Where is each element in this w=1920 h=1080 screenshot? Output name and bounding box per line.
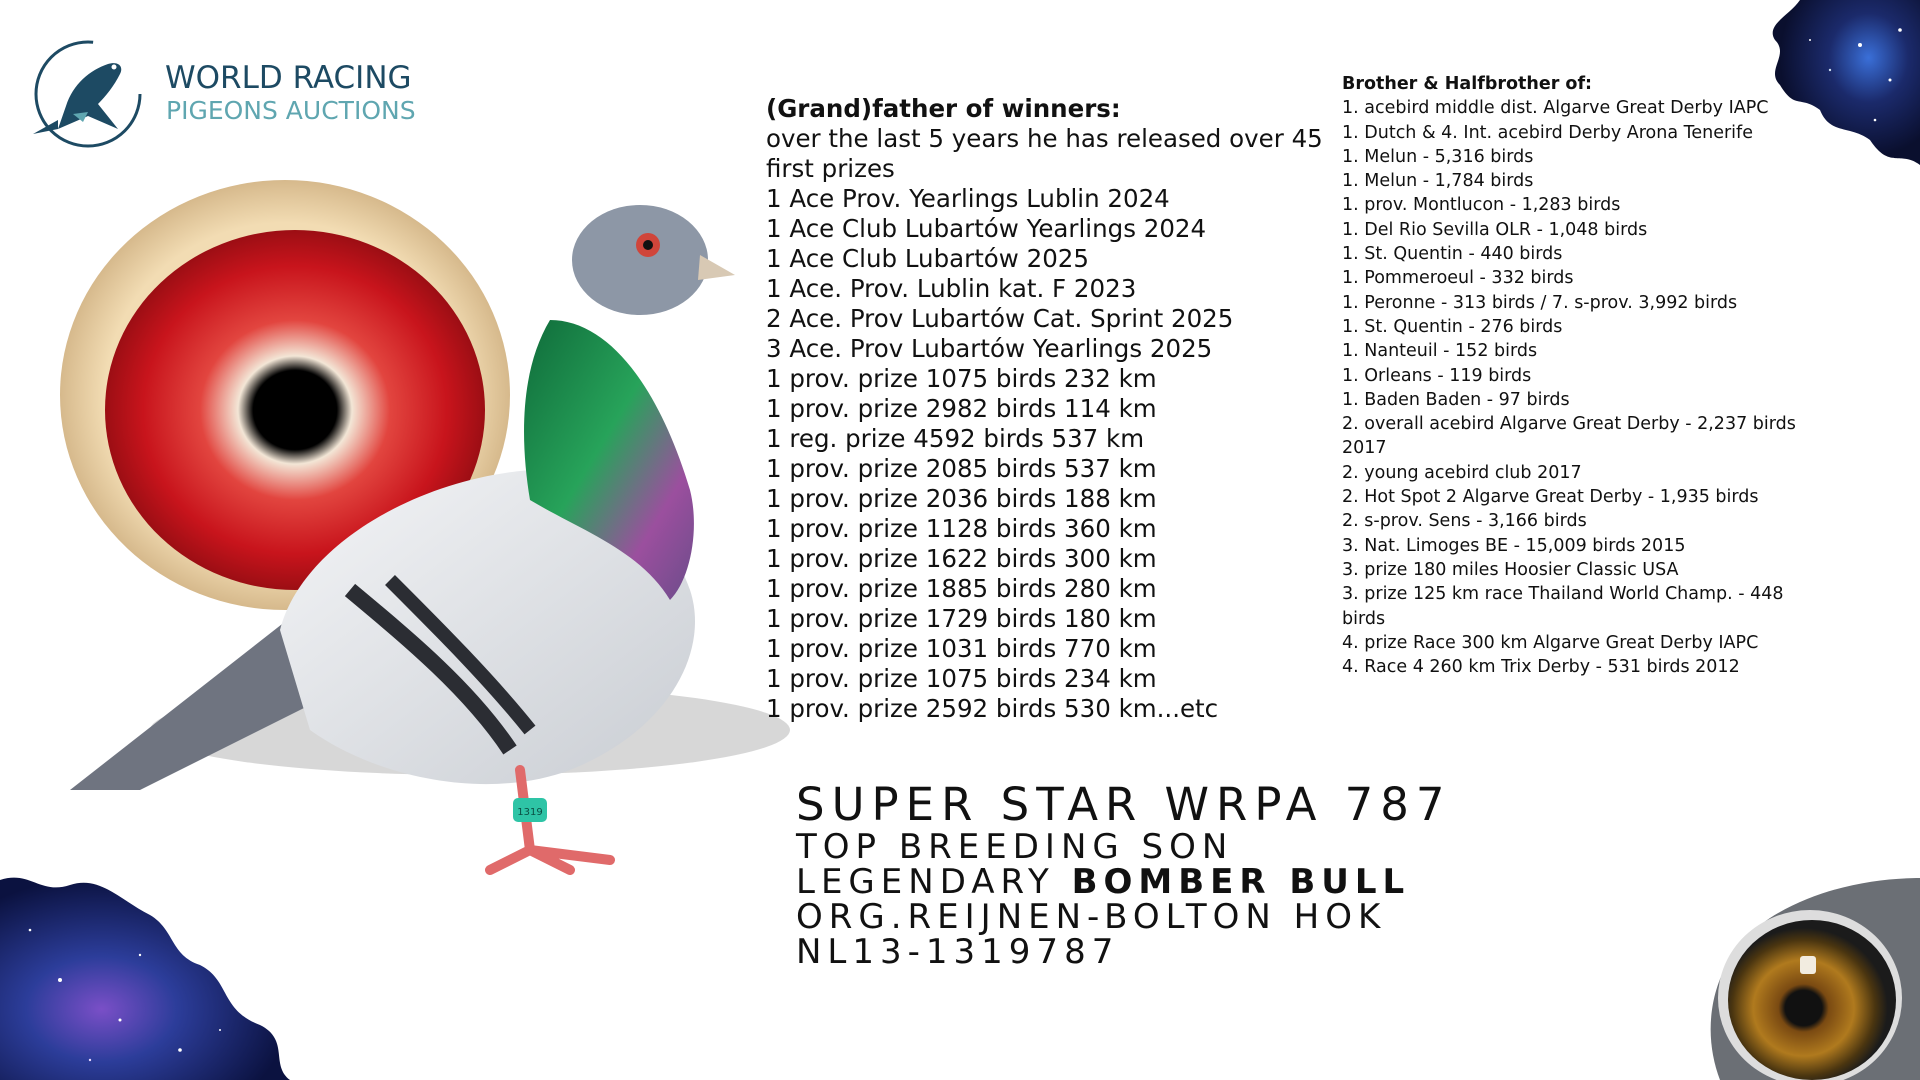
title-line-2: TOP BREEDING SON — [796, 827, 1234, 867]
title-block — [796, 780, 1452, 970]
list-item: 2. overall acebird Algarve Great Derby - 2,237 birds 2017 — [1342, 414, 1796, 459]
list-item: 1. St. Quentin - 276 birds — [1342, 316, 1563, 337]
brother-heading: Brother & Halfbrother of: — [1342, 74, 1593, 94]
winners-section — [766, 94, 1341, 724]
list-item: 1. acebird middle dist. Algarve Great Derby IAPC — [1342, 98, 1769, 119]
list-item: 1. prov. Montlucon - 1,283 birds — [1342, 195, 1621, 216]
logo-title: WORLD RACING — [165, 60, 412, 96]
list-item: 2. young acebird club 2017 — [1342, 462, 1582, 483]
list-item: 1 prov. prize 2982 birds 114 km — [766, 394, 1157, 423]
list-item: 1 reg. prize 4592 birds 537 km — [766, 424, 1145, 453]
list-item: 2. Hot Spot 2 Algarve Great Derby - 1,935 birds — [1342, 487, 1759, 508]
pigeon-eye-closeup — [1700, 878, 1920, 1080]
title-line-3-prefix: LEGENDARY — [796, 862, 1072, 902]
brother-list — [1342, 96, 1812, 679]
list-item: 4. Race 4 260 km Trix Derby - 531 birds 2012 — [1342, 657, 1740, 678]
title-line-3-bold: BOMBER BULL — [1071, 862, 1411, 902]
list-item: 1. St. Quentin - 440 birds — [1342, 244, 1563, 265]
winners-list — [766, 184, 1341, 724]
list-item: 1. Pommeroeul - 332 birds — [1342, 268, 1574, 289]
list-item: 1 Ace. Prov. Lublin kat. F 2023 — [766, 274, 1137, 303]
list-item: 1. Melun - 1,784 birds — [1342, 171, 1534, 192]
brother-section — [1342, 72, 1812, 679]
list-item: 1. Orleans - 119 birds — [1342, 365, 1532, 386]
list-item: 1 Ace Prov. Yearlings Lublin 2024 — [766, 184, 1170, 213]
list-item: 3 Ace. Prov Lubartów Yearlings 2025 — [766, 334, 1213, 363]
winners-intro: over the last 5 years he has released over 45 first prizes — [766, 124, 1323, 183]
galaxy-splash-bottom-left — [0, 860, 290, 1080]
list-item: 1. Melun - 5,316 birds — [1342, 146, 1534, 167]
list-item: 1 prov. prize 1128 birds 360 km — [766, 514, 1157, 543]
list-item: 1 prov. prize 1885 birds 280 km — [766, 574, 1157, 603]
list-item: 2. s-prov. Sens - 3,166 birds — [1342, 511, 1587, 532]
list-item: 3. Nat. Limoges BE - 15,009 birds 2015 — [1342, 535, 1686, 556]
list-item: 1. Dutch & 4. Int. acebird Derby Arona Tenerife — [1342, 122, 1753, 143]
list-item: 1. Nanteuil - 152 birds — [1342, 341, 1538, 362]
list-item: 1 prov. prize 1075 birds 232 km — [766, 364, 1157, 393]
logo-subtitle: PIGEONS AUCTIONS — [166, 96, 416, 125]
pigeon-head — [572, 205, 708, 315]
list-item: 1 prov. prize 1075 birds 234 km — [766, 664, 1157, 693]
list-item: 4. prize Race 300 km Algarve Great Derby IAPC — [1342, 632, 1759, 653]
list-item: 1 prov. prize 2036 birds 188 km — [766, 484, 1157, 513]
list-item: 1 Ace Club Lubartów Yearlings 2024 — [766, 214, 1207, 243]
list-item: 1 prov. prize 1031 birds 770 km — [766, 634, 1157, 663]
title-line-5: NL13-1319787 — [796, 932, 1120, 972]
list-item: 2 Ace. Prov Lubartów Cat. Sprint 2025 — [766, 304, 1234, 333]
list-item: 1 prov. prize 2085 birds 537 km — [766, 454, 1157, 483]
title-line-3 — [796, 862, 1452, 902]
leg-ring-text: 1319 — [517, 807, 543, 818]
list-item: 1 prov. prize 1622 birds 300 km — [766, 544, 1157, 573]
list-item: 3. prize 180 miles Hoosier Classic USA — [1342, 559, 1679, 580]
title-main: SUPER STAR WRPA 787 — [796, 778, 1452, 831]
list-item: 1. Peronne - 313 birds / 7. s-prov. 3,992 birds — [1342, 292, 1738, 313]
list-item: 1 Ace Club Lubartów 2025 — [766, 244, 1089, 273]
list-item: 1. Del Rio Sevilla OLR - 1,048 birds — [1342, 219, 1648, 240]
list-item: 1 prov. prize 1729 birds 180 km — [766, 604, 1157, 633]
list-item: 1 prov. prize 2592 birds 530 km...etc — [766, 694, 1219, 723]
title-line-4: ORG.REIJNEN-BOLTON HOK — [796, 897, 1387, 937]
list-item: 1. Baden Baden - 97 birds — [1342, 389, 1570, 410]
winners-heading: (Grand)father of winners: — [766, 94, 1121, 123]
list-item: 3. prize 125 km race Thailand World Champ. - 448 birds — [1342, 584, 1784, 629]
